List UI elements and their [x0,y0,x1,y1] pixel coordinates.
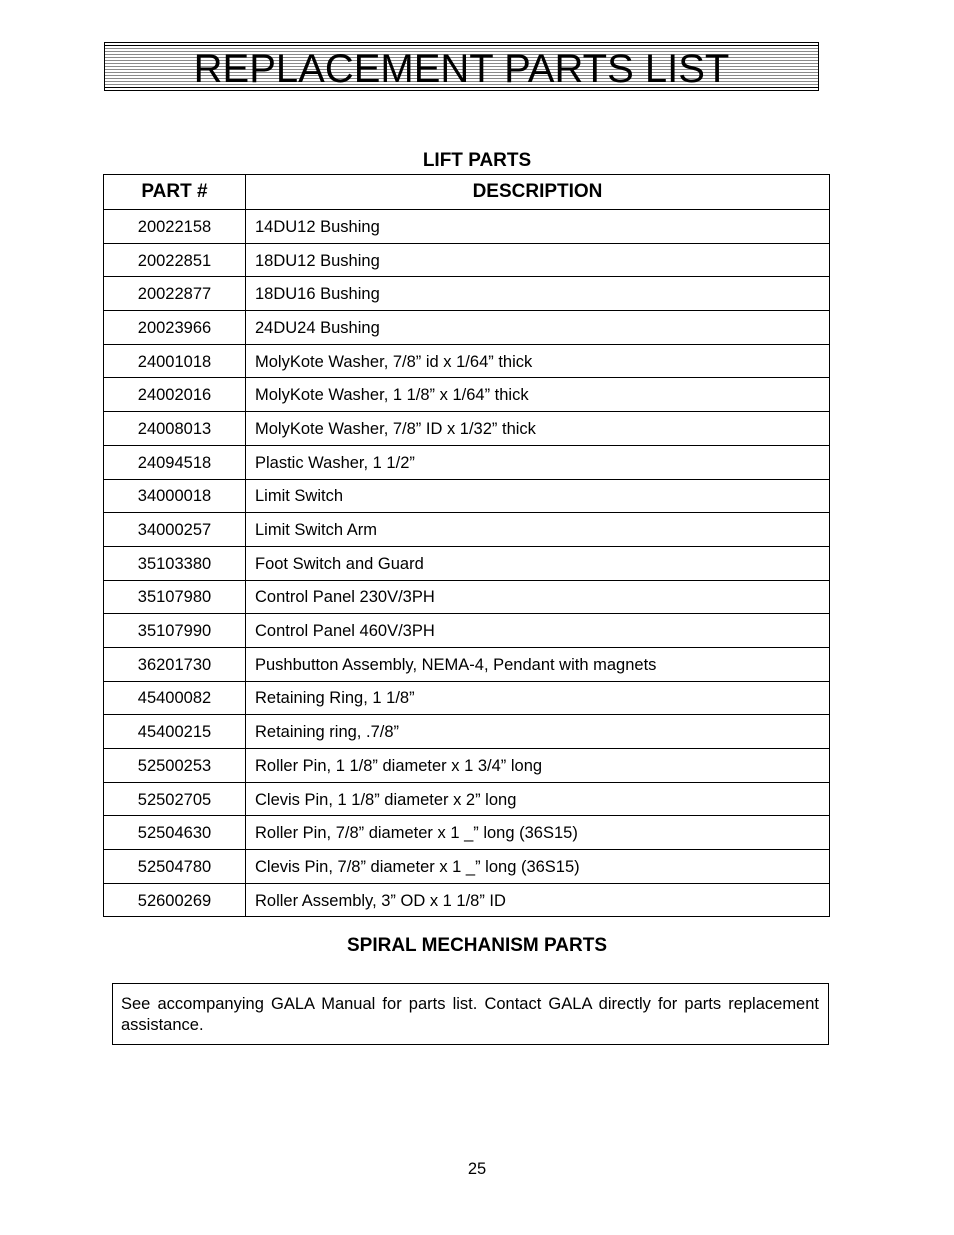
part-description: Limit Switch [246,479,830,513]
part-number: 20022877 [104,277,246,311]
part-description: Roller Pin, 7/8” diameter x 1 _” long (36S15) [246,816,830,850]
part-description: Foot Switch and Guard [246,546,830,580]
table-row [104,277,830,311]
table-row [104,580,830,614]
page-number: 25 [467,1160,487,1178]
part-description: Retaining ring, .7/8” [246,715,830,749]
table-row [104,546,830,580]
table-row [104,883,830,917]
part-number: 52504630 [104,816,246,850]
table-row [104,378,830,412]
lift-parts-table [103,174,830,917]
table-row [104,614,830,648]
page-title: REPLACEMENT PARTS LIST [193,47,730,91]
part-description: MolyKote Washer, 7/8” ID x 1/32” thick [246,412,830,446]
table-row [104,445,830,479]
table-row [104,782,830,816]
part-number: 34000257 [104,513,246,547]
part-number: 20022851 [104,243,246,277]
part-description: Clevis Pin, 1 1/8” diameter x 2” long [246,782,830,816]
part-description: Roller Pin, 1 1/8” diameter x 1 3/4” long [246,749,830,783]
table-row [104,850,830,884]
part-number: 35103380 [104,546,246,580]
table-row [104,412,830,446]
table-row [104,816,830,850]
part-number: 24002016 [104,378,246,412]
table-header-row [104,175,830,210]
lift-parts-heading: LIFT PARTS [422,150,532,171]
part-description: Retaining Ring, 1 1/8” [246,681,830,715]
part-number: 35107980 [104,580,246,614]
table-row [104,749,830,783]
table-row [104,479,830,513]
table-row [104,311,830,345]
part-description: Clevis Pin, 7/8” diameter x 1 _” long (36S15) [246,850,830,884]
part-description: Control Panel 230V/3PH [246,580,830,614]
part-number: 36201730 [104,647,246,681]
part-number: 35107990 [104,614,246,648]
part-number: 24094518 [104,445,246,479]
part-description: Roller Assembly, 3” OD x 1 1/8” ID [246,883,830,917]
title-banner [104,42,819,91]
part-description: Pushbutton Assembly, NEMA-4, Pendant with magnets [246,647,830,681]
table-row [104,210,830,244]
part-description: Limit Switch Arm [246,513,830,547]
part-number: 34000018 [104,479,246,513]
part-number: 45400082 [104,681,246,715]
part-number: 52504780 [104,850,246,884]
table-row [104,715,830,749]
part-description: 14DU12 Bushing [246,210,830,244]
part-description: Control Panel 460V/3PH [246,614,830,648]
part-description: 24DU24 Bushing [246,311,830,345]
part-description: Plastic Washer, 1 1/2” [246,445,830,479]
table-row [104,647,830,681]
part-description: MolyKote Washer, 7/8” id x 1/64” thick [246,344,830,378]
part-number: 20022158 [104,210,246,244]
column-header-description: DESCRIPTION [246,175,830,210]
part-number: 24001018 [104,344,246,378]
spiral-parts-note: See accompanying GALA Manual for parts list. Contact GALA directly for parts replacement assistance. [112,983,829,1045]
part-number: 52500253 [104,749,246,783]
part-description: MolyKote Washer, 1 1/8” x 1/64” thick [246,378,830,412]
table-row [104,344,830,378]
part-description: 18DU16 Bushing [246,277,830,311]
part-number: 45400215 [104,715,246,749]
spiral-mechanism-parts-heading: SPIRAL MECHANISM PARTS [346,935,608,956]
lift-parts-rows [104,210,830,917]
part-number: 52600269 [104,883,246,917]
part-number: 20023966 [104,311,246,345]
table-row [104,681,830,715]
table-row [104,513,830,547]
part-description: 18DU12 Bushing [246,243,830,277]
part-number: 52502705 [104,782,246,816]
column-header-part-number: PART # [104,175,246,210]
part-number: 24008013 [104,412,246,446]
table-row [104,243,830,277]
